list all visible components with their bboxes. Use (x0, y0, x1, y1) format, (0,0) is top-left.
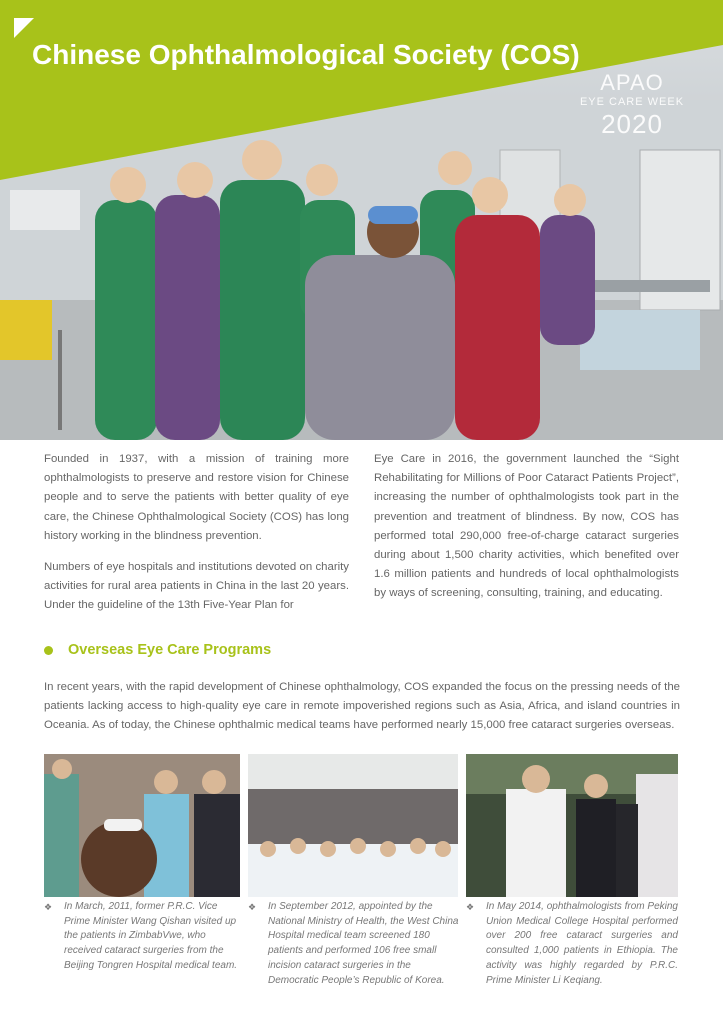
paragraph: Numbers of eye hospitals and institutions devoted on charity activities for rural area patients in China in the last 20 years. Under the guideline of the 13th Five-Year Plan for (44, 561, 349, 612)
section-title: Overseas Eye Care Programs (68, 642, 272, 658)
photo-ethiopia-illustration (466, 754, 678, 897)
caption-text: In March, 2011, former P.R.C. Vice Prime Minister Wang Qishan visited up the patients in ZimbabVwe, who received cataract surgeries from the Beijing Tongren Hospital medical team. (64, 901, 238, 971)
left-column (44, 450, 349, 628)
right-column (374, 450, 679, 616)
paragraph: Eye Care in 2016, the government launched the “Sight Rehabilitating for Millions of Poor Cataract Patients Project”, increasing the number of ophthalmologists took part in the prevention and treatment of blindness. By now, COS has performed total 290,000 free-of-charge cataract surgeries during about 1,500 charity activities, which benefited over 1.6 million patients and hundreds of local ophthalmologists by ways of screening, consulting, training, and educating. (374, 453, 679, 600)
photo-korea (248, 754, 458, 897)
caption-zimbabwe (44, 900, 238, 974)
photo-zimbabwe-illustration (44, 754, 240, 897)
caption-text: In September 2012, appointed by the National Ministry of Health, the West China Hospital medical team screened 180 patients and performed 106 free small incision cataract surgeries in the Democratic People’s Republic of Korea. (268, 901, 459, 986)
paragraph: Founded in 1937, with a mission of training more ophthalmologists to preserve and restore vision for Chinese people and to serve the patients with better quality of eye care, the Chinese Ophthalmological Society (COS) has long history working in the blindness prevention. (44, 453, 349, 542)
apao-badge-line1: APAO (600, 70, 664, 95)
diamond-bullet-icon: ❖ (466, 902, 475, 912)
apao-badge (577, 72, 687, 138)
apao-badge-line2: EYE CARE WEEK (579, 96, 685, 108)
bullet-icon (44, 646, 53, 655)
apao-badge-line3: 2020 (601, 109, 663, 139)
photo-zimbabwe (44, 754, 240, 897)
hero-photo (0, 0, 723, 440)
diamond-bullet-icon: ❖ (44, 902, 53, 912)
page-title: Chinese Ophthalmological Society (COS) (32, 39, 580, 70)
caption-text: In May 2014, ophthalmologists from Peking Union Medical College Hospital performed over 200 free cataract surgeries and consulted 1,000 patients in Ethiopia. The activity was highly regarded by P.R.C. Prime Minister Li Keqiang. (486, 901, 678, 986)
caption-ethiopia (466, 900, 678, 988)
section-intro: In recent years, with the rapid development of Chinese ophthalmology, COS expanded the focus on the pressing needs of the patients lacking access to high-quality eye care in remote impoverished regions such as Asia, Africa, and island countries in Oceania. As of today, the Chinese ophthalmic medical teams have performed nearly 15,000 free cataract surgeries overseas. (44, 681, 680, 732)
section-heading (44, 640, 271, 660)
photo-ethiopia (466, 754, 678, 897)
photo-korea-illustration (248, 754, 458, 897)
caption-korea (248, 900, 462, 988)
diamond-bullet-icon: ❖ (248, 902, 257, 912)
